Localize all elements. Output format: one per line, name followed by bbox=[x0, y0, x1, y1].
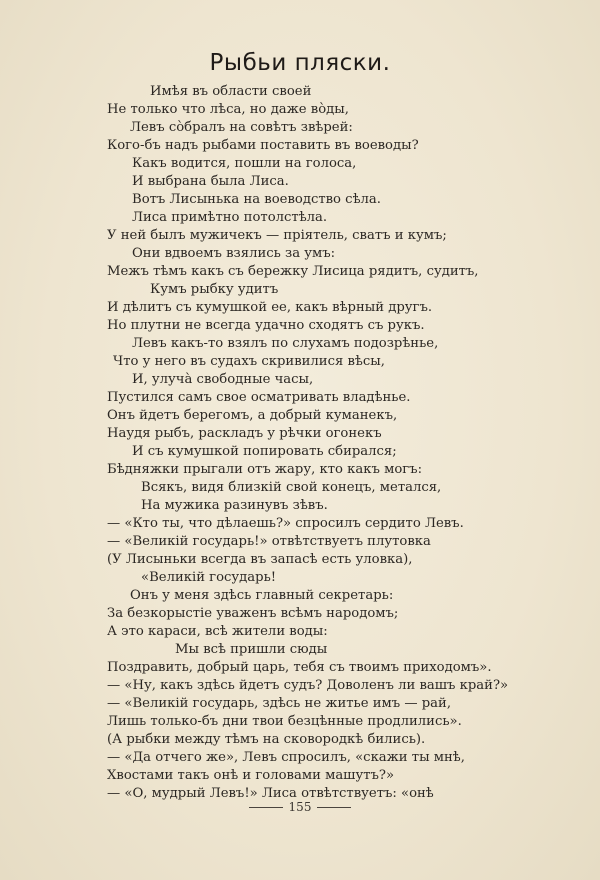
poem-line: И, улучà свободные часы, bbox=[132, 372, 314, 387]
folio-rule-left bbox=[249, 807, 283, 808]
poem-line: У ней былъ мужичекъ — прiятель, сватъ и кумъ; bbox=[107, 228, 447, 243]
page-number: 155 bbox=[288, 800, 312, 814]
poem-line: Имѣя въ области своей bbox=[150, 84, 312, 99]
poem-line: А это караси, всѣ жители воды: bbox=[107, 624, 328, 639]
poem-line: — «Да отчего же», Левъ спросилъ, «скажи ты мнѣ, bbox=[107, 750, 465, 765]
page-footer bbox=[0, 800, 600, 814]
poem-title: Рыбьи пляски. bbox=[209, 50, 391, 76]
poem-line: — «Кто ты, что дѣлаешь?» спросилъ сердито Левъ. bbox=[107, 516, 464, 531]
poem-line: Какъ водится, пошли на голоса, bbox=[132, 156, 357, 171]
poem-line: И выбрана была Лиса. bbox=[132, 174, 289, 189]
folio-rule-right bbox=[317, 807, 351, 808]
poem-line: Онъ йдетъ берегомъ, а добрый куманекъ, bbox=[107, 408, 398, 423]
poem-line: Мы всѣ пришли сюды bbox=[175, 642, 328, 657]
poem-line: «Великiй государь! bbox=[141, 570, 277, 585]
poem-line: Хвостами такъ онѣ и головами машутъ?» bbox=[107, 768, 395, 783]
poem-line: Поздравить, добрый царь, тебя съ твоимъ приходомъ». bbox=[107, 660, 492, 675]
poem-line: Они вдвоемъ взялись за умъ: bbox=[132, 246, 336, 261]
poem-line: Кого-бъ надъ рыбами поставить въ воеводы? bbox=[107, 138, 419, 153]
poem-line: — «Ну, какъ здѣсь йдетъ судъ? Доволенъ ли вашъ край?» bbox=[107, 678, 509, 693]
poem-line: Что у него въ судахъ скривилися вѣсы, bbox=[113, 354, 385, 369]
poem-line: Вотъ Лисынька на воеводство сѣла. bbox=[132, 192, 381, 207]
poem-line: За безкорыстiе уваженъ всѣмъ народомъ; bbox=[107, 606, 399, 621]
poem-line: — «О, мудрый Левъ!» Лиса отвѣтствуетъ: «онѣ bbox=[107, 786, 434, 801]
poem-line: — «Великiй государь!» отвѣтствуетъ плутовка bbox=[107, 534, 431, 549]
poem-line: И дѣлитъ съ кумушкой ее, какъ вѣрный другъ. bbox=[107, 300, 433, 315]
poem-line: Лишь только-бъ дни твои безцѣнные продлились». bbox=[107, 714, 462, 729]
poem-line: — «Великiй государь, здѣсь не житье имъ — рай, bbox=[107, 696, 452, 711]
poem-line: Межъ тѣмъ какъ съ бережку Лисица рядитъ, судитъ, bbox=[107, 264, 479, 279]
poem-line: Всякъ, видя близкiй свой конецъ, метался, bbox=[141, 480, 442, 495]
poem-line: Пустился самъ свое осматривать владѣнье. bbox=[107, 390, 411, 405]
poem-line: Наудя рыбъ, раскладъ у рѣчки огонекъ bbox=[107, 426, 382, 441]
poem-line: (А рыбки между тѣмъ на сковородкѣ бились). bbox=[107, 732, 426, 747]
poem-line: Но плутни не всегда удачно сходятъ съ рукъ. bbox=[107, 318, 425, 333]
poem-line: На мужика разинувъ зѣвъ. bbox=[141, 498, 328, 513]
poem-line: Не только что лѣса, но даже вòды, bbox=[107, 102, 349, 117]
poem-line: Бѣдняжки прыгали отъ жару, кто какъ могъ: bbox=[107, 462, 423, 477]
poem-line: Онъ у меня здѣсь главный секретарь: bbox=[130, 588, 394, 603]
poem-line: (У Лисыньки всегда въ запасѣ есть уловка), bbox=[107, 552, 413, 567]
poem-line: И съ кумушкой попировать сбирался; bbox=[132, 444, 397, 459]
poem-line: Лиса примѣтно потолстѣла. bbox=[132, 210, 328, 225]
poem-line: Левъ какъ-то взялъ по слухамъ подозрѣнье, bbox=[132, 336, 439, 351]
poem-line: Кумъ рыбку удитъ bbox=[150, 282, 279, 297]
poem-line: Левъ сòбралъ на совѣтъ звѣрей: bbox=[130, 120, 353, 135]
